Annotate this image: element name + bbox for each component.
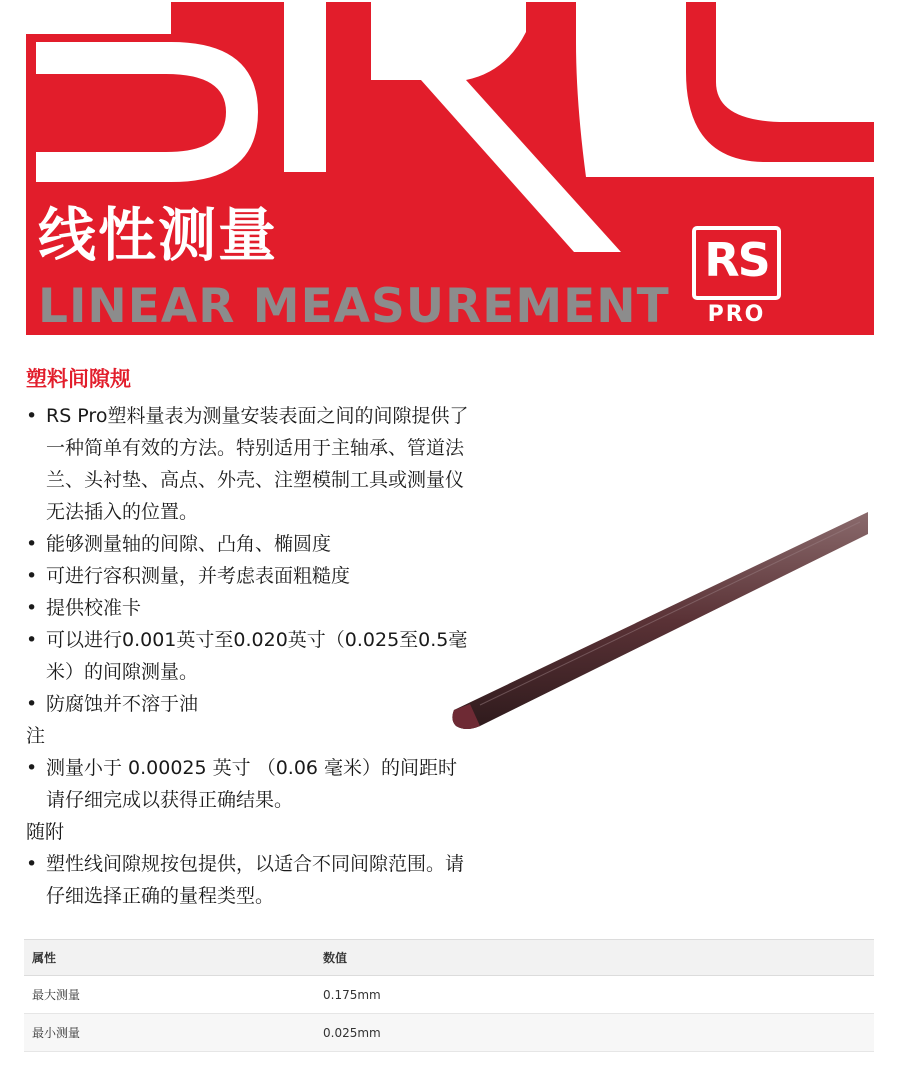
feature-item — [26, 528, 476, 560]
feature-list — [26, 400, 476, 720]
logo-rs-text: RS — [704, 233, 769, 287]
note-list — [26, 752, 476, 816]
included-list — [26, 848, 476, 912]
bullet-icon: • — [26, 693, 38, 715]
banner-title-chinese: 线性测量 — [38, 201, 279, 269]
bullet-icon: • — [26, 597, 38, 619]
feature-text: 提供校准卡 — [46, 597, 142, 619]
feature-item — [26, 400, 476, 528]
included-label: 随附 — [26, 821, 65, 843]
note-item — [26, 752, 476, 816]
bullet-icon: • — [26, 853, 38, 875]
bullet-icon: • — [26, 629, 38, 651]
bullet-icon: • — [26, 405, 38, 427]
spec-value: 0.025mm — [315, 1014, 874, 1052]
plastic-gauge-strip-photo — [440, 500, 880, 760]
bullet-icon: • — [26, 757, 38, 779]
note-text: 测量小于 0.00025 英寸 （0.06 毫米）的间距时请仔细完成以获得正确结果。 — [46, 757, 458, 811]
feature-text: 可以进行0.001英寸至0.020英寸（0.025至0.5毫米）的间隙测量。 — [46, 629, 468, 683]
feature-text: 能够测量轴的间隙、凸角、椭圆度 — [46, 533, 332, 555]
spec-header-row — [24, 940, 874, 976]
feature-item — [26, 592, 476, 624]
spec-header-value: 数值 — [315, 940, 874, 976]
rs-pro-logo — [692, 226, 781, 330]
spec-header-attribute: 属性 — [24, 940, 315, 976]
feature-text: 可进行容积测量，并考虑表面粗糙度 — [46, 565, 351, 587]
feature-item — [26, 560, 476, 592]
included-item — [26, 848, 476, 912]
feature-item — [26, 624, 476, 688]
banner-title-english: LINEAR MEASUREMENT — [38, 279, 670, 334]
bullet-icon: • — [26, 533, 38, 555]
spec-attribute: 最小测量 — [24, 1014, 315, 1052]
hero-banner — [26, 2, 874, 335]
feature-text: RS Pro塑料量表为测量安装表面之间的间隙提供了一种简单有效的方法。特别适用于主轴承、管道法兰、头衬垫、高点、外壳、注塑模制工具或测量仪无法插入的位置。 — [46, 405, 469, 523]
included-text: 塑性线间隙规按包提供，以适合不同间隙范围。请仔细选择正确的量程类型。 — [46, 853, 465, 907]
feature-text: 防腐蚀并不溶于油 — [46, 693, 199, 715]
product-heading: 塑料间隙规 — [26, 367, 131, 391]
spec-attribute: 最大测量 — [24, 976, 315, 1014]
spec-value: 0.175mm — [315, 976, 874, 1014]
bullet-icon: • — [26, 565, 38, 587]
logo-pro-text: PRO — [707, 302, 766, 327]
table-row — [24, 976, 874, 1014]
spec-table — [24, 939, 874, 1052]
note-label: 注 — [26, 725, 46, 747]
product-description — [26, 400, 476, 912]
table-row — [24, 1014, 874, 1052]
feature-item — [26, 688, 476, 720]
